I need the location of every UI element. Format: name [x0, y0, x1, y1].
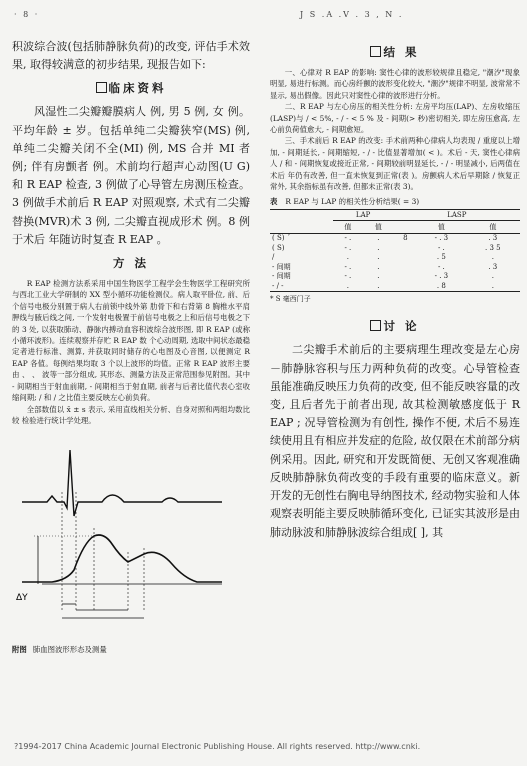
- reap-wave: [22, 535, 222, 582]
- results-paragraph-3: 三、手术前后 R EAP 的改变: 手术前两种心律病人均表现 / 重度以上增加, - 间期延长, - 间期缩短, - / - 比值显著增加( < )。术后 - 天, 窦性心律病人 / 和 - 间期恢复或接近正常, - 间期较前明显延长, - / - 明显减小, 后两值在术后 年仍有改善, 但一直未恢复到正常(表 )。房颤病人术后早期除 / 恢复正常外, 其余指标虽有改善, 但都未正常(表 3)。: [270, 136, 520, 192]
- section-heading-results: 结 果: [270, 44, 520, 60]
- table-cell: .: [491, 253, 494, 262]
- table-cell: .: [491, 272, 494, 281]
- table-cell: [394, 272, 417, 282]
- table-cell: - 间期: [272, 272, 291, 281]
- page-header-left: · 8 ·: [14, 10, 40, 19]
- table-cell: - .: [344, 262, 352, 271]
- table-cell: - .: [344, 243, 352, 252]
- table-cell: .: [346, 253, 349, 262]
- table-cell: .: [346, 281, 349, 290]
- table-cell: [394, 244, 417, 254]
- table-cell: .: [377, 262, 380, 271]
- section-heading-methods: 方 法: [112, 256, 149, 271]
- discussion-paragraph: 二尖瓣手术前后的主要病理生理改变是左心房－肺静脉容积与压力两种负荷的改变。心导管检查虽能准确反映压力负荷的改变, 但不能反映容量的改变, 且后者先于前者出现, 故其检测敏感度低于 R EAP ; 况导管检测为有创性, 操作不便, 术后不易连续使用且有相应并发症的危险, 故仅限在术前部分病例采用。因此, 研究和开发既简便、无创又客观准确反映肺静脉负荷改变的手段有重要的临床意义。新开发的无创性右胸电导纳图技术, 经动物实验和人体观察表明能主要反映肺循环变化, 已证实其波形是由肺动脉波和肺静脉波综合组成[ ], 其: [270, 343, 520, 539]
- table-row: [270, 272, 520, 282]
- table-cell: 8: [403, 234, 408, 243]
- table-cell: - . 3: [434, 272, 449, 281]
- table-cell: ( S): [272, 243, 285, 252]
- table-row: [270, 282, 520, 292]
- figure-caption-text: 肺血图波形形态及测量: [32, 645, 107, 655]
- table-cell: [394, 263, 417, 273]
- methods-paragraph: R EAP 检测方法系采用中国生物医学工程学会生物医学工程研究所与西北工业大学研制的 XX 型小循环功能检测仪。病人取平卧位, 前、后 个信号电极分别置于病人右前锁中线外第 肋骨下和右背第 8 胸椎水平肩胛线与腋后线之间, 一个发射电极置于前信号电极之上和后信号电极之下的 3 处, 以获取肺动、静脉内搏动血容积波综合波形图, 即 R EAP (或称小循环波形)。连续观察并存贮 R EAP 数 个心动周期, 选取中间状态最稳定者进行标准、测算, 并获取同时储存的心电图及心音图, 以便测定 R EAP 各值。每例结果均取 3 个以上波形的均值。正常 R EAP 波形主要由 、 、 波等一部分组成, 其形态、测量方法及正常范围参见附图。其中 - 间期相当于射血前期, - 间期相当于射血期, 前者与后者比值代表心室收缩间期; / 和 / 之比值主要反映左心前负荷。: [12, 279, 250, 403]
- section-marker-icon: [96, 82, 107, 93]
- figure-waveform: [12, 432, 250, 642]
- section-heading-clinical: 临床资料: [12, 80, 250, 96]
- ecg-trace: [22, 450, 222, 516]
- table-title: 表 R EAP 与 LAP 的相关性分析结果( = 3): [270, 197, 420, 207]
- table-cell: .: [491, 281, 494, 290]
- table-cell: /: [272, 253, 275, 262]
- page-header-right: J S .A .V . 3 , N .: [300, 10, 404, 19]
- section-marker-icon: [370, 46, 381, 57]
- section-heading-discussion: 讨 论: [270, 318, 520, 334]
- correlation-table: LAP LASP 值 值 值 值 ( S) ´ - . . 8 - . 3 . 3 ( S) - . . - . . 3 5 / . . . 5 . - 间期 - . . - . . 3 - 间期 - . . - . 3 . - / - . . . 8 .: [270, 209, 520, 292]
- table-row: [270, 234, 520, 244]
- table-cell: - .: [344, 234, 352, 243]
- table-cell: . 5: [436, 253, 446, 262]
- table-cell: . 8: [436, 281, 446, 290]
- delta-y-label: ΔY: [16, 593, 28, 604]
- table-cell: . 3: [488, 234, 498, 243]
- table-cell: ( S) ´: [272, 234, 291, 243]
- table-cell: .: [377, 281, 380, 290]
- table-header-lasp: LASP: [394, 210, 520, 221]
- table-cell: .: [377, 243, 380, 252]
- table-header-lap: LAP: [333, 210, 394, 221]
- table-cell: - .: [344, 272, 352, 281]
- table-cell: . 3 5: [485, 243, 501, 252]
- table-cell: - 间期: [272, 262, 291, 271]
- left-column: [12, 38, 250, 655]
- table-cell: - .: [437, 243, 445, 252]
- table-cell: - / -: [272, 281, 284, 290]
- copyright-footer: ?1994-2017 China Academic Journal Electronic Publishing House. All rights reserved. http://www.cnki.: [14, 742, 421, 751]
- table-row: [270, 253, 520, 263]
- table-cell: . 3: [488, 262, 498, 271]
- clinical-data-paragraph: 风湿性二尖瓣瓣膜病人 例, 男 5 例, 女 例。平均年龄 ± 岁。包括单纯二尖瓣狭窄(MS) 例, 单纯二尖瓣关闭不全(MI) 例, MS 合并 MI 者 例; 伴有房颤者 例。术前均行超声心动图(U G)和 R EAP 检查, 3 例做了心导管左房测压检查。3 例做手术前后 R EAP 对照观察, 术式有二尖瓣替换(MVR)术 3 例, 二尖瓣直视成形术 例。8 例于术后 年随访时复查 R EAP 。: [12, 105, 250, 246]
- table-cell: .: [377, 272, 380, 281]
- table-note: * S 毫西门子: [270, 295, 311, 304]
- section-marker-icon: [370, 320, 381, 331]
- table-row: [270, 244, 520, 254]
- table-cell: .: [377, 253, 380, 262]
- results-paragraph-1: 一、心律对 R EAP 的影响: 窦性心律的波形较规律且稳定, "潮汐"现象明显, 易进行标测。而心房纤颤的波形变化较大, "潮汐"规律不明显, 波常常不显示, 易出假像。因此只对窦性心律的波形进行分析。: [270, 68, 521, 100]
- figure-label: 附图: [12, 645, 27, 655]
- table-body: [270, 234, 520, 292]
- statistics-paragraph: 全部数值以 x̄ ± s 表示, 采用直线相关分析、自身对照和两组均数比较 检验进行统计学处理。: [12, 404, 250, 425]
- table-cell: - . 3: [434, 234, 449, 243]
- table-cell: [394, 253, 417, 263]
- figure-caption: [12, 644, 250, 655]
- table-cell: [394, 282, 417, 292]
- right-column: [270, 38, 520, 542]
- table-cell: .: [377, 234, 380, 243]
- table-cell: - .: [437, 262, 445, 271]
- table-row: [270, 263, 520, 273]
- waveform-diagram: [12, 432, 250, 637]
- results-paragraph-2: 二、R EAP 与左心房压的相关性分析: 左房平均压(LAP)、左房收缩压(LASP)与 / < 5%, - / - < 5 % 及 - 间期(> 秒)密切相关, 即左房压愈高, 左心前负荷值愈大, - 间期愈短。: [270, 102, 520, 135]
- intro-paragraph: 积波综合波(包括肺静脉负荷)的改变, 评估手术效果, 取得较满意的初步结果, 现报告如下:: [12, 40, 250, 72]
